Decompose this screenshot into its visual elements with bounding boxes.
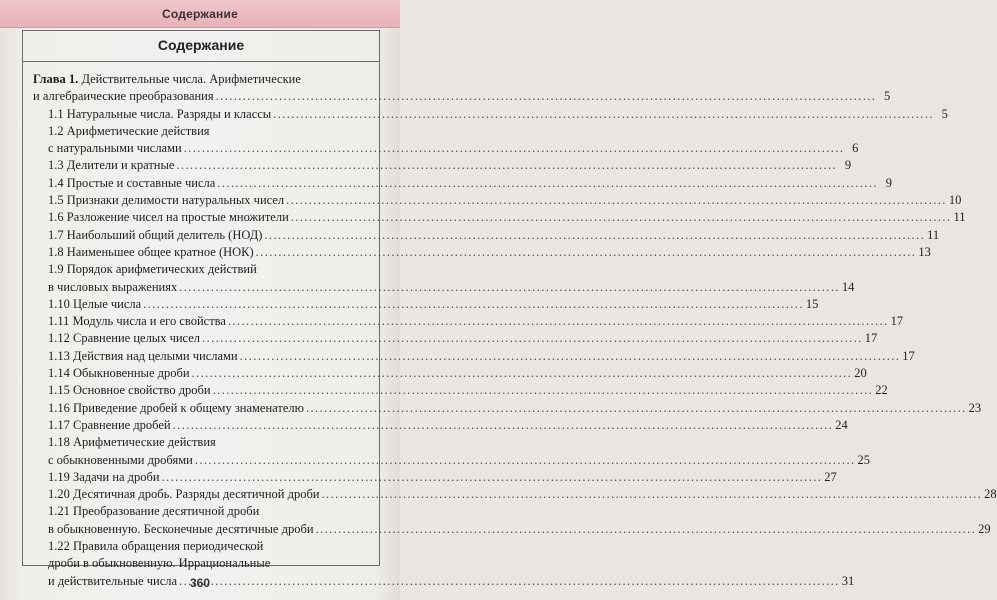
- toc-title: Содержание: [157, 37, 245, 53]
- toc-entry-text: с натуральными числами: [48, 141, 182, 156]
- toc-entry: [33, 106, 948, 123]
- toc-entry-page: 17: [902, 348, 915, 363]
- toc-entry-page: 9: [885, 175, 892, 190]
- toc-entry-text: 1.2 Арифметические действия: [48, 123, 210, 138]
- toc-entry-page: 24: [835, 417, 848, 432]
- dot-leader: [286, 192, 947, 209]
- dot-leader: [213, 382, 874, 399]
- toc-entry-page: 14: [841, 279, 855, 294]
- toc-entry: [33, 261, 371, 278]
- toc-entry: [33, 157, 852, 174]
- toc-entry-text: 1.14 Обыкновенные дроби: [48, 366, 190, 381]
- dot-leader: [228, 313, 889, 330]
- toc-entry: [33, 209, 966, 226]
- toc-entry: [33, 417, 848, 434]
- toc-entry: [33, 279, 855, 296]
- toc-entry-text: 1.12 Сравнение целых чисел: [48, 331, 201, 346]
- toc-entry-text: в обыкновенную. Бесконечные десятичные дроби: [48, 521, 314, 536]
- dot-leader: [179, 279, 840, 296]
- dot-leader: [192, 365, 853, 382]
- dot-leader: [184, 140, 845, 157]
- chapter-title-line-2: и алгебраические преобразования: [33, 89, 214, 104]
- toc-entry-page: 5: [941, 106, 948, 121]
- toc-entry-text: 1.5 Признаки делимости натуральных чисел: [48, 193, 285, 208]
- toc-entry: [33, 192, 962, 209]
- toc-entry-text: 1.4 Простые и составные числа: [48, 175, 216, 190]
- dot-leader: [143, 296, 804, 313]
- toc-entry: [33, 486, 997, 503]
- toc-entry-page: 15: [805, 296, 819, 311]
- toc-entry-page: 23: [968, 400, 982, 415]
- toc-entry-text: 1.18 Арифметические действия: [48, 435, 216, 450]
- chapter-label: Глава 1.: [33, 72, 79, 86]
- dot-leader: [322, 486, 983, 503]
- toc-entry-page: 25: [857, 452, 870, 467]
- toc-entry: [33, 555, 371, 572]
- toc-entry: [33, 313, 904, 330]
- dot-leader: [273, 106, 934, 123]
- dot-leader: [264, 227, 925, 244]
- toc-entry-text: дроби в обыкновенную. Иррациональные: [48, 556, 271, 571]
- toc-entry: [33, 434, 371, 451]
- toc-entry-text: 1.8 Наименьшее общее кратное (НОК): [48, 244, 254, 259]
- toc-entry-text: в числовых выражениях: [48, 279, 178, 294]
- chapter-heading-line-2: [33, 88, 891, 105]
- toc-entry-page: 10: [948, 193, 962, 208]
- running-header: [0, 0, 400, 28]
- toc-entry: [33, 452, 870, 469]
- toc-entry-text: 1.13 Действия над целыми числами: [48, 348, 238, 363]
- page-number: 360: [189, 576, 211, 590]
- toc-entry: [33, 296, 819, 313]
- toc-entry-page: 11: [927, 227, 940, 242]
- toc-entry-page: 29: [978, 521, 991, 536]
- dot-leader: [162, 469, 823, 486]
- toc-entry: [33, 330, 878, 347]
- dot-leader: [216, 88, 877, 105]
- toc-entry: [33, 244, 931, 261]
- toc-entry-text: 1.3 Делители и кратные: [48, 158, 175, 173]
- toc-entry: [33, 538, 371, 555]
- toc-entry: [33, 123, 371, 140]
- toc-entry-page: 20: [854, 366, 867, 381]
- toc-entry-text: и действительные числа: [48, 573, 178, 588]
- toc-entry-page: 6: [852, 141, 859, 156]
- toc-entry: [33, 140, 859, 157]
- dot-leader: [291, 209, 952, 226]
- toc-entry-page: 9: [844, 158, 852, 173]
- toc-entry-text: 1.10 Целые числа: [48, 296, 142, 311]
- toc-entry-text: 1.19 Задачи на дроби: [48, 469, 160, 484]
- toc-entry-page: 11: [953, 210, 966, 225]
- toc-entry: [33, 503, 371, 520]
- toc-entry-text: 1.20 Десятичная дробь. Разряды десятичной дроби: [48, 487, 320, 502]
- toc-entry-text: 1.15 Основное свойство дроби: [48, 383, 211, 398]
- running-header-title: Содержание: [162, 6, 238, 21]
- dot-leader: [306, 400, 967, 417]
- chapter-page: 5: [884, 89, 891, 104]
- dot-leader: [217, 175, 878, 192]
- toc-entry: [33, 382, 888, 399]
- toc-entry: [33, 227, 940, 244]
- toc-entry: [33, 365, 867, 382]
- toc-entry-page: 17: [890, 314, 904, 329]
- toc-entry-text: 1.22 Правила обращения периодической: [48, 539, 264, 554]
- toc-entry-text: 1.21 Преобразование десятичной дроби: [48, 504, 260, 519]
- toc-entry: [33, 521, 991, 538]
- toc-entry-page: 31: [841, 573, 855, 588]
- dot-leader: [256, 244, 917, 261]
- toc-entry: [33, 348, 915, 365]
- toc-entry: [33, 469, 837, 486]
- dot-leader: [176, 157, 837, 174]
- dot-leader: [202, 330, 863, 347]
- toc-entry-text: 1.17 Сравнение дробей: [48, 417, 171, 432]
- toc-entry-text: 1.16 Приведение дробей к общему знаменателю: [48, 400, 304, 415]
- chapter-title-line-1: Действительные числа. Арифметические: [81, 72, 301, 86]
- toc-entry-page: 22: [875, 383, 888, 398]
- toc-entry-page: 13: [918, 244, 931, 259]
- toc-list: [33, 71, 997, 590]
- dot-leader: [195, 452, 856, 469]
- toc-entry-text: 1.11 Модуль числа и его свойства: [48, 314, 226, 329]
- toc-entry: [33, 175, 892, 192]
- toc-entry-text: с обыкновенными дробями: [48, 452, 193, 467]
- dot-leader: [316, 521, 977, 538]
- dot-leader: [173, 417, 834, 434]
- toc-title-rule: [23, 61, 379, 62]
- toc-entry-page: 17: [864, 331, 878, 346]
- toc-entry-page: 27: [824, 469, 837, 484]
- toc-entry-text: 1.7 Наибольший общий делитель (НОД): [48, 227, 263, 242]
- toc-entry-text: 1.6 Разложение чисел на простые множители: [48, 210, 289, 225]
- toc-entry-text: 1.1 Натуральные числа. Разряды и классы: [48, 106, 272, 121]
- dot-leader: [240, 348, 901, 365]
- chapter-heading-line-1: [33, 71, 371, 88]
- toc-entry-text: 1.9 Порядок арифметических действий: [48, 262, 257, 277]
- toc-entry: [33, 400, 982, 417]
- toc-entry-page: 28: [984, 487, 997, 502]
